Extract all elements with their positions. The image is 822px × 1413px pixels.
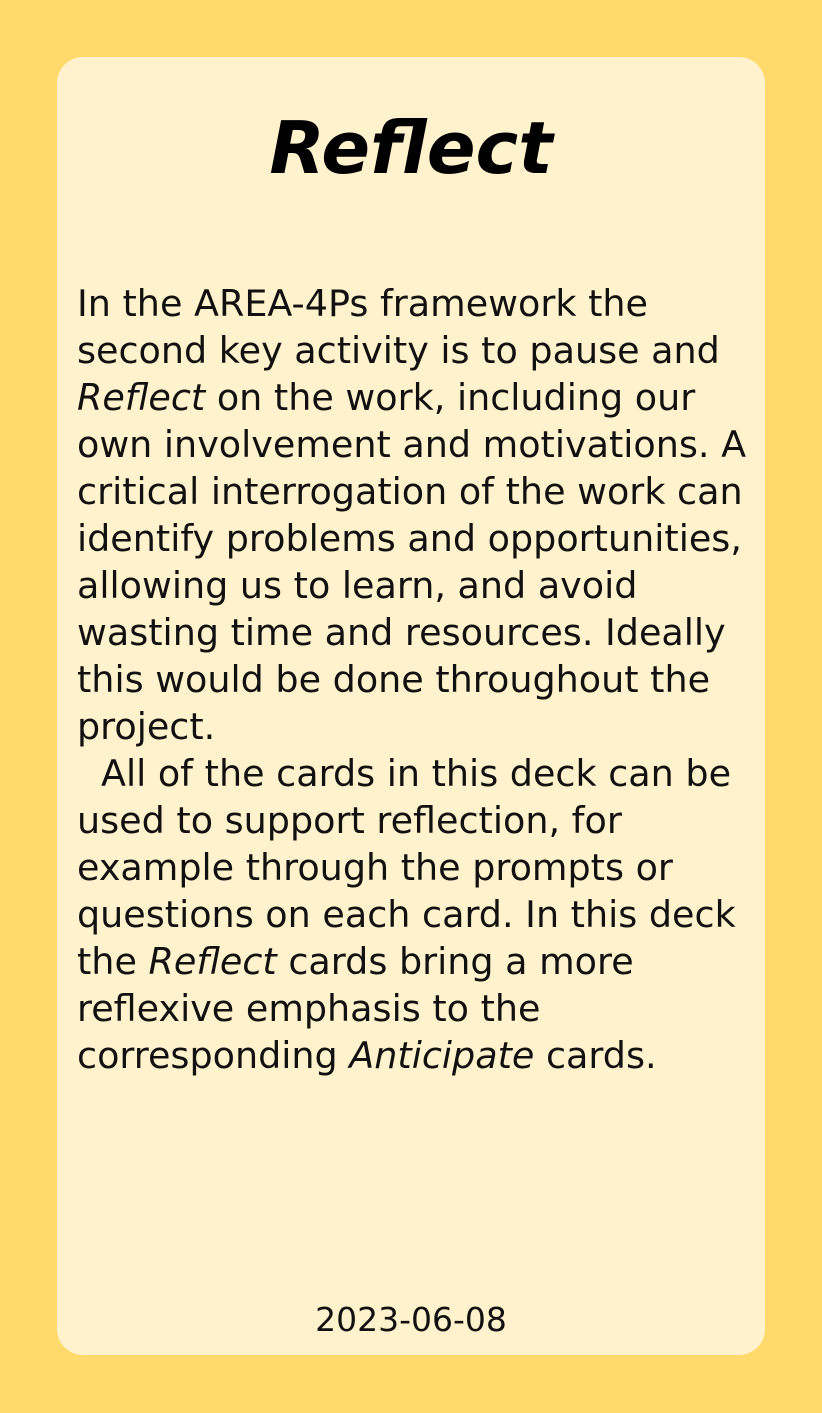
paragraph-2-reflect-emphasis: Reflect <box>148 940 277 983</box>
paragraph-1-reflect-emphasis: Reflect <box>77 376 206 419</box>
body-paragraph-1 <box>77 280 757 750</box>
body-paragraph-2 <box>77 750 757 1079</box>
card-title: Reflect <box>269 106 553 190</box>
paragraph-2-text-b: cards bring a more reflexive emphasis to the corresponding <box>77 940 634 1077</box>
paragraph-2-text-c: cards. <box>534 1034 657 1077</box>
card-date: 2023-06-08 <box>315 1300 507 1339</box>
paragraph-1-text-b: on the work, including our own involvement and motivations. A critical interrogation of the work can identify problems and opportunities, allowing us to learn, and avoid wasting time and resources. Ideally this would be done throughout the project. <box>77 376 747 748</box>
paragraph-2-text-a: All of the cards in this deck can be used to support reflection, for example through the prompts or questions on each card. In this deck the <box>77 752 736 983</box>
paragraph-2-anticipate-emphasis: Anticipate <box>349 1034 535 1077</box>
card-body <box>77 280 757 1079</box>
paragraph-1-text-a: In the AREA-4Ps framework the second key activity is to pause and <box>77 282 720 372</box>
